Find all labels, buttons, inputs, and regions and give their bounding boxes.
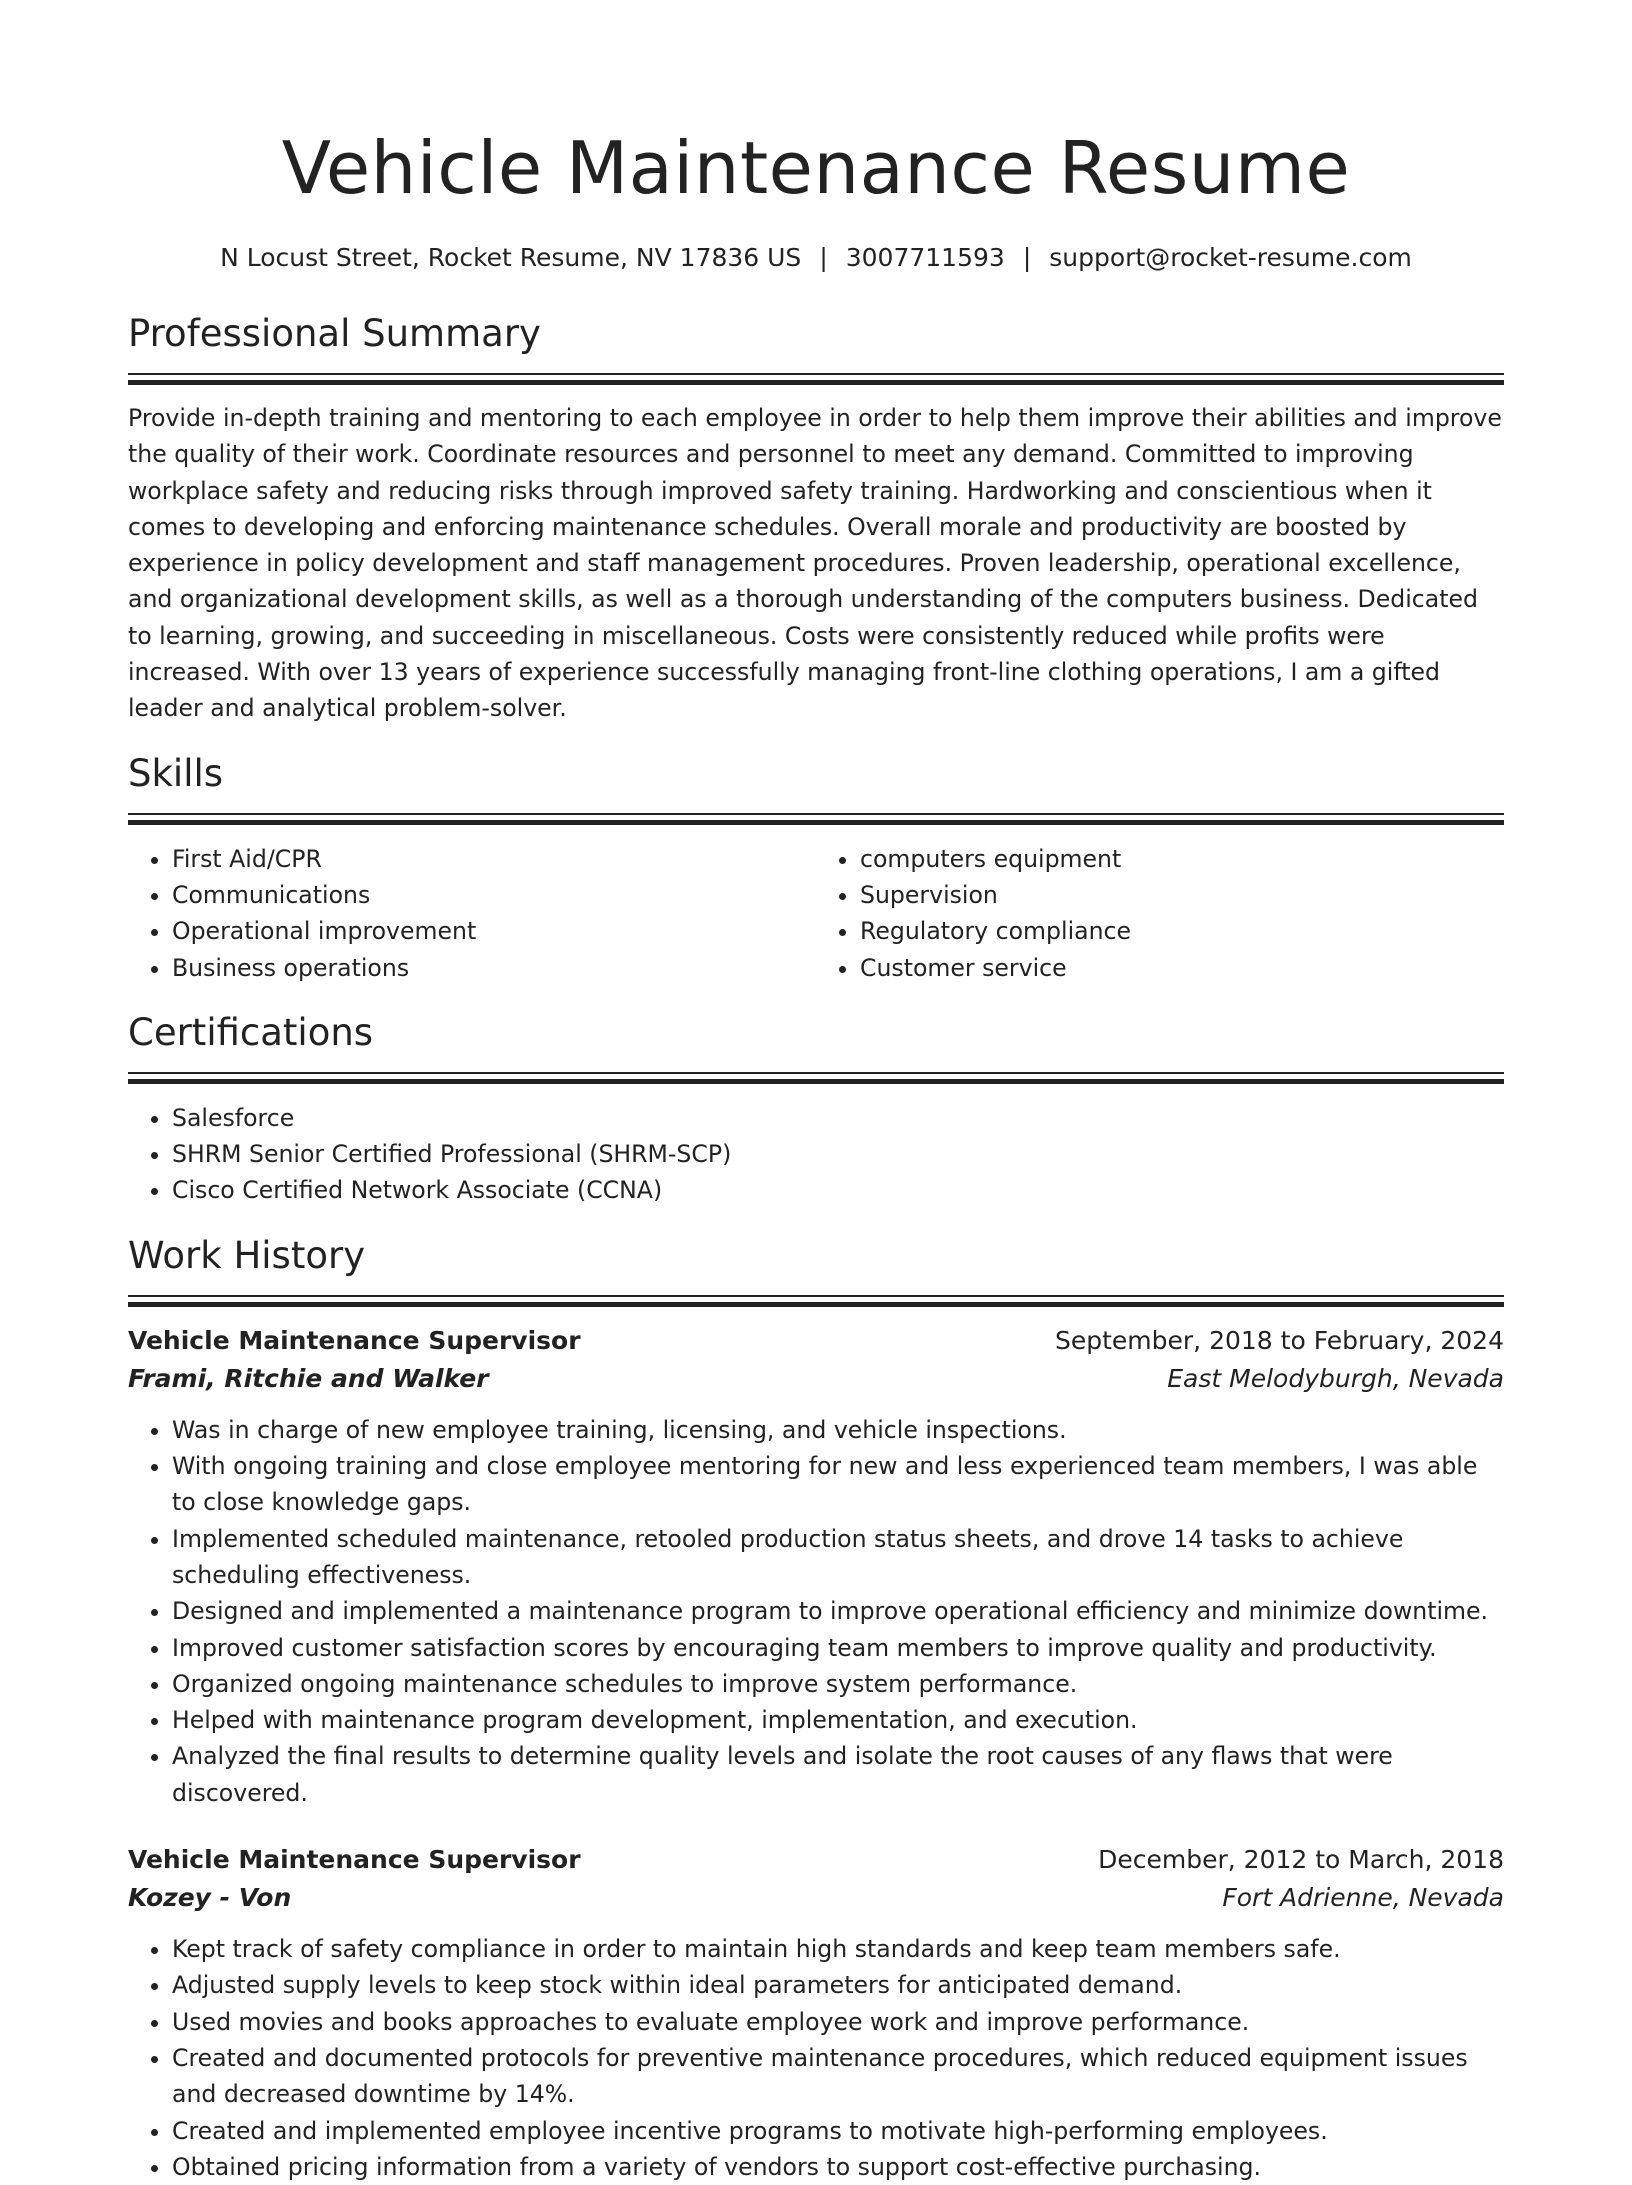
job-bullet: • With ongoing training and close employee mentoring for new and less experienced team members, I was able to close knowledge gaps. — [172, 1448, 1504, 1521]
job-entry — [128, 1841, 1504, 2185]
skill-item: • Business operations — [172, 950, 816, 986]
job-dates: December, 2012 to March, 2018 — [1098, 1845, 1504, 1875]
skill-item: • Communications — [172, 877, 816, 913]
section-divider — [128, 1072, 1504, 1083]
contact-address: N Locust Street, Rocket Resume, NV 17836 US — [220, 243, 802, 272]
job-location: Fort Adrienne, Nevada — [1222, 1883, 1504, 1913]
contact-separator: | — [819, 243, 828, 272]
job-bullet: • Adjusted supply levels to keep stock within ideal parameters for anticipated demand. — [172, 1967, 1504, 2003]
page-title: Vehicle Maintenance Resume — [281, 126, 1351, 210]
section-heading-summary: Professional Summary — [128, 312, 541, 355]
job-bullet: • Was in charge of new employee training, licensing, and vehicle inspections. — [172, 1412, 1504, 1448]
skill-item: • Customer service — [860, 950, 1504, 986]
summary-section — [128, 309, 1504, 727]
certifications-section — [128, 1008, 1504, 1209]
skill-item: • Regulatory compliance — [860, 913, 1504, 949]
section-divider — [128, 813, 1504, 824]
skills-columns — [128, 841, 1504, 986]
job-bullet: • Used movies and books approaches to evaluate employee work and improve performance. — [172, 2004, 1504, 2040]
certification-item: • Salesforce — [172, 1100, 1504, 1136]
job-bullet: • Helped with maintenance program development, implementation, and execution. — [172, 1702, 1504, 1738]
job-subheader — [128, 1879, 1504, 1917]
job-bullet: • Obtained pricing information from a variety of vendors to support cost-effective purchasing. — [172, 2149, 1504, 2185]
job-bullet: • Analyzed the final results to determine quality levels and isolate the root causes of any flaws that were discovered. — [172, 1738, 1504, 1811]
work-history-section — [128, 1231, 1504, 2185]
job-bullet: • Kept track of safety compliance in order to maintain high standards and keep team members safe. — [172, 1931, 1504, 1967]
job-entry — [128, 1322, 1504, 1811]
job-header — [128, 1322, 1504, 1360]
section-heading-skills: Skills — [128, 751, 224, 795]
section-divider — [128, 373, 1504, 384]
job-company: Kozey - Von — [128, 1883, 292, 1913]
job-bullet: • Organized ongoing maintenance schedules to improve system performance. — [172, 1666, 1504, 1702]
section-heading-work-history: Work History — [128, 1233, 366, 1277]
skill-item: • Operational improvement — [172, 913, 816, 949]
skill-item: • computers equipment — [860, 841, 1504, 877]
contact-line — [128, 240, 1504, 276]
contact-separator: | — [1022, 243, 1032, 272]
job-bullets — [128, 1931, 1504, 2185]
certification-item: • Cisco Certified Network Associate (CCNA) — [172, 1172, 1504, 1208]
job-subheader — [128, 1360, 1504, 1398]
skill-item: • Supervision — [860, 877, 1504, 913]
job-bullet: • Improved customer satisfaction scores by encouraging team members to improve quality and productivity. — [172, 1630, 1504, 1666]
job-location: East Melodyburgh, Nevada — [1167, 1363, 1504, 1393]
skill-item: • First Aid/CPR — [172, 841, 816, 877]
skills-section — [128, 749, 1504, 986]
contact-phone: 3007711593 — [845, 243, 1005, 272]
certification-item: • SHRM Senior Certified Professional (SHRM-SCP) — [172, 1136, 1504, 1172]
job-bullet: • Created and documented protocols for preventive maintenance procedures, which reduced equipment issues and decreased downtime by 14%. — [172, 2040, 1504, 2113]
job-company: Frami, Ritchie and Walker — [128, 1363, 489, 1393]
job-bullets — [128, 1412, 1504, 1811]
contact-email: support@rocket-resume.com — [1049, 243, 1412, 272]
certifications-list — [128, 1100, 1504, 1209]
job-bullet: • Designed and implemented a maintenance program to improve operational efficiency and minimize downtime. — [172, 1593, 1504, 1629]
job-title: Vehicle Maintenance Supervisor — [128, 1325, 581, 1355]
section-divider — [128, 1295, 1504, 1306]
job-dates: September, 2018 to February, 2024 — [1055, 1325, 1504, 1355]
job-bullet: • Created and implemented employee incentive programs to motivate high-performing employees. — [172, 2113, 1504, 2149]
job-bullet: • Implemented scheduled maintenance, retooled production status sheets, and drove 14 tasks to achieve scheduling effectiveness. — [172, 1521, 1504, 1594]
skills-list-right — [816, 841, 1504, 986]
skills-list-left — [128, 841, 816, 986]
job-header — [128, 1841, 1504, 1879]
section-heading-certifications: Certifications — [128, 1010, 374, 1054]
summary-text: Provide in-depth training and mentoring to each employee in order to help them improve their abilities and improve the quality of their work. Coordinate resources and personnel to meet any demand. Committed to improving workplace safety and reducing risks through improved safety training. Hardworking and conscientious when it comes to developing and enforcing maintenance schedules. Overall morale and productivity are boosted by experience in policy development and staff management procedures. Proven leadership, operational excellence, and organizational development skills, as well as a thorough understanding of the computers business. Dedicated to learning, growing, and succeeding in miscellaneous. Costs were consistently reduced while profits were increased. With over 13 years of experience successfully managing front-line clothing operations, I am a gifted leader and analytical problem-solver. — [128, 404, 1502, 723]
job-title: Vehicle Maintenance Supervisor — [128, 1845, 581, 1875]
